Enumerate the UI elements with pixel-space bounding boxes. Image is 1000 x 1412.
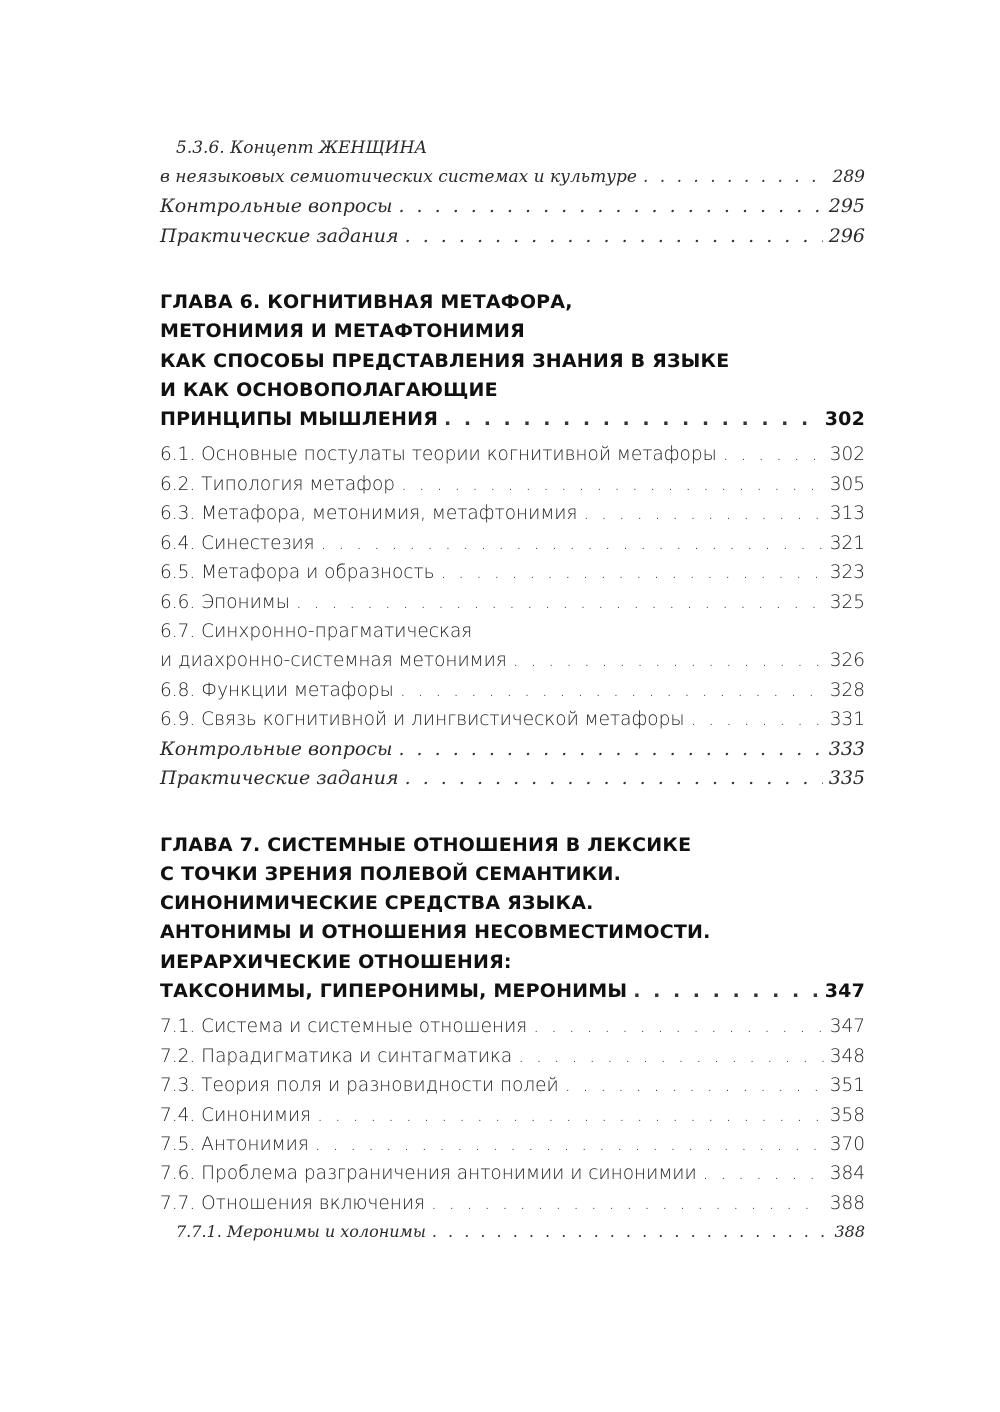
toc-page-number: 302 — [824, 408, 865, 431]
toc-label: Практические задания — [160, 224, 399, 247]
toc-label: 7.4. Синонимия — [160, 1104, 312, 1126]
chapter-title-entry — [160, 405, 865, 434]
toc-section-entry — [160, 1130, 865, 1159]
toc-label: 7.1. Система и системные отношения — [160, 1016, 528, 1038]
toc-label: 6.5. Метафора и образность — [160, 562, 435, 584]
chapter-title-line: МЕТОНИМИЯ И МЕТАФТОНИМИЯ — [160, 320, 525, 343]
dot-leader — [405, 222, 823, 252]
toc-page-number: 326 — [829, 650, 865, 672]
dot-leader — [432, 1218, 829, 1245]
dot-leader — [723, 440, 824, 469]
chapter-title-line: АНТОНИМЫ И ОТНОШЕНИЯ НЕСОВМЕСТИМОСТИ. — [160, 921, 711, 944]
chapter-title-entry — [160, 977, 865, 1006]
toc-page-number: 348 — [829, 1045, 865, 1067]
toc-label: Практические задания — [160, 767, 399, 790]
dot-leader — [321, 529, 824, 558]
toc-page-number: 295 — [828, 195, 865, 217]
table-of-contents — [160, 134, 865, 1245]
toc-label: 6.8. Функции метафоры — [160, 679, 394, 701]
chapter-7-heading — [160, 831, 865, 1007]
toc-tasks-entry — [160, 222, 865, 252]
toc-section-title: 6.7. Синхронно-прагматическая — [160, 620, 473, 642]
chapter-6-heading — [160, 288, 865, 434]
toc-section-entry — [160, 470, 865, 499]
toc-page-number: 331 — [829, 709, 865, 731]
chapter-title-line: ГЛАВА 6. КОГНИТИВНАЯ МЕТАФОРА, — [160, 291, 573, 313]
toc-section-entry — [160, 1071, 865, 1100]
toc-section-entry — [160, 1012, 865, 1041]
toc-page-number: 289 — [832, 167, 865, 187]
toc-page-number: 351 — [829, 1075, 865, 1097]
dot-leader — [441, 558, 824, 587]
toc-section-entry — [160, 1159, 865, 1188]
toc-subsection-title: 5.3.6. Концепт ЖЕНЩИНА — [176, 138, 428, 158]
dot-leader — [518, 1042, 823, 1071]
dot-leader — [431, 1189, 824, 1218]
chapter-title-line: КАК СПОСОБЫ ПРЕДСТАВЛЕНИЯ ЗНАНИЯ В ЯЗЫКЕ — [160, 349, 730, 372]
toc-page-number: 323 — [829, 562, 865, 584]
toc-section-entry — [160, 440, 865, 469]
chapter-title-line: СИНОНИМИЧЕСКИЕ СРЕДСТВА ЯЗЫКА. — [160, 892, 594, 915]
toc-page-number: 328 — [829, 679, 865, 701]
toc-tasks-entry — [160, 764, 865, 794]
toc-label: 7.2. Парадигматика и синтагматика — [160, 1045, 513, 1067]
toc-section-entry — [160, 1189, 865, 1218]
toc-section-entry — [160, 646, 865, 675]
toc-label: ТАКСОНИМЫ, ГИПЕРОНИМЫ, МЕРОНИМЫ — [160, 980, 628, 1003]
toc-page-number: 347 — [829, 1016, 865, 1038]
chapter-title-line: С ТОЧКИ ЗРЕНИЯ ПОЛЕВОЙ СЕМАНТИКИ. — [160, 862, 622, 885]
toc-page-number: 325 — [829, 591, 865, 613]
toc-page-number: 296 — [828, 224, 865, 247]
toc-label: Контрольные вопросы — [160, 737, 393, 760]
dot-leader — [583, 499, 823, 528]
toc-label: Контрольные вопросы — [160, 195, 393, 217]
toc-section-entry — [160, 558, 865, 587]
dot-leader — [315, 1130, 824, 1159]
chapter-title-line: И КАК ОСНОВОПОЛАГАЮЩИЕ — [160, 378, 498, 401]
toc-section-entry — [160, 1042, 865, 1071]
toc-section-entry — [160, 1101, 865, 1130]
toc-page-number: 305 — [829, 473, 865, 495]
dot-leader — [444, 405, 819, 434]
toc-label: 7.7.1. Меронимы и холонимы — [176, 1222, 426, 1242]
toc-subsection-entry — [160, 1218, 865, 1245]
toc-label: ПРИНЦИПЫ МЫШЛЕНИЯ — [160, 408, 439, 431]
dot-leader — [533, 1012, 823, 1041]
toc-page-number: 388 — [834, 1222, 865, 1242]
toc-page-number: 313 — [829, 503, 865, 525]
toc-label: 6.2. Типология метафор — [160, 473, 396, 495]
toc-section-entry — [160, 676, 865, 705]
toc-page-number: 335 — [828, 767, 865, 790]
toc-label: 7.7. Отношения включения — [160, 1192, 425, 1214]
toc-label: 6.4. Синестезия — [160, 532, 315, 554]
dot-leader — [643, 163, 827, 192]
dot-leader — [401, 470, 824, 499]
toc-section-entry — [160, 705, 865, 734]
toc-page-number: 321 — [829, 532, 865, 554]
toc-page-number: 302 — [829, 444, 865, 466]
dot-leader — [398, 735, 822, 765]
chapter-title-line: ГЛАВА 7. СИСТЕМНЫЕ ОТНОШЕНИЯ В ЛЕКСИКЕ — [160, 833, 692, 856]
dot-leader — [296, 588, 824, 617]
toc-page-number: 333 — [828, 737, 865, 760]
toc-label: и диахронно-системная метонимия — [160, 650, 507, 672]
toc-label: 6.1. Основные постулаты теории когнитивной метафоры — [160, 444, 717, 466]
toc-label: 6.3. Метафора, метонимия, метафтонимия — [160, 503, 578, 525]
toc-section-entry — [160, 529, 865, 558]
dot-leader — [400, 676, 824, 705]
toc-page-number: 384 — [829, 1163, 865, 1185]
toc-page-number: 388 — [829, 1192, 865, 1214]
dot-leader — [691, 705, 824, 734]
toc-page-number: 370 — [829, 1133, 865, 1155]
toc-page-number: 347 — [824, 980, 865, 1003]
dot-leader — [703, 1159, 824, 1188]
dot-leader — [565, 1071, 824, 1100]
toc-subsection-entry — [160, 163, 865, 192]
toc-questions-entry — [160, 735, 865, 765]
toc-label: в неязыковых семиотических системах и культуре — [160, 167, 637, 187]
toc-label: 7.6. Проблема разграничения антонимии и синонимии — [160, 1163, 697, 1185]
dot-leader — [398, 192, 822, 222]
toc-section-entry — [160, 588, 865, 617]
dot-leader — [633, 977, 818, 1006]
toc-page-number: 358 — [829, 1104, 865, 1126]
toc-questions-entry — [160, 192, 865, 222]
toc-label: 7.5. Антонимия — [160, 1133, 309, 1155]
chapter-title-line: ИЕРАРХИЧЕСКИЕ ОТНОШЕНИЯ: — [160, 950, 512, 973]
toc-section-entry — [160, 499, 865, 528]
toc-label: 6.9. Связь когнитивной и лингвистической метафоры — [160, 709, 685, 731]
dot-leader — [317, 1101, 824, 1130]
dot-leader — [513, 646, 824, 675]
toc-label: 7.3. Теория поля и разновидности полей — [160, 1075, 559, 1097]
dot-leader — [405, 764, 823, 794]
toc-label: 6.6. Эпонимы — [160, 591, 290, 613]
